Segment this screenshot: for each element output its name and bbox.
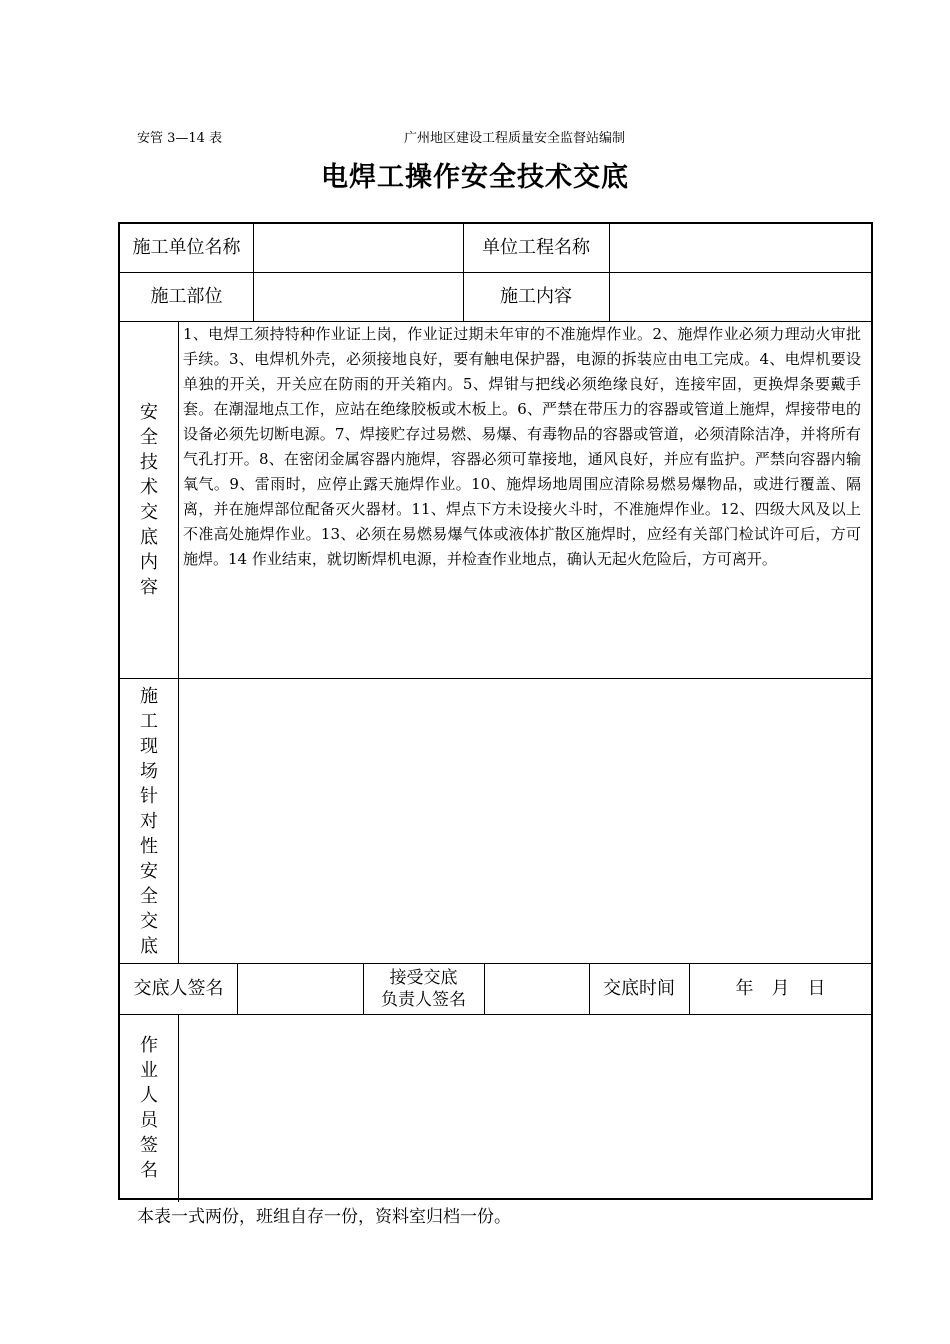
signer-label: 交底人签名 — [133, 978, 224, 999]
footer-note: 本表一式两份，班组自存一份，资料室归档一份。 — [137, 1207, 511, 1227]
project-name-label: 单位工程名称 — [482, 237, 590, 258]
workers-label: 作 业 人 员 签 名 — [140, 1034, 158, 1181]
work-content-field[interactable] — [610, 273, 871, 321]
site-specific-label: 施 工 现 场 针 对 性 安 全 交 底 — [140, 685, 158, 957]
time-label: 交底时间 — [603, 978, 675, 999]
safety-label: 安 全 技 术 交 底 内 容 — [140, 402, 158, 598]
page-title: 电焊工操作安全技术交底 — [321, 162, 629, 193]
site-specific-field[interactable] — [179, 679, 871, 963]
unit-name-field[interactable] — [254, 224, 463, 272]
work-content-label: 施工内容 — [500, 286, 572, 307]
signer-field[interactable] — [238, 964, 363, 1014]
location-field[interactable] — [254, 273, 463, 321]
project-name-field[interactable] — [610, 224, 871, 272]
disclosure-form-table — [118, 222, 873, 1200]
safety-content-text: 1、电焊工须持特种作业证上岗，作业证过期未年审的不准施焊作业。2、施焊作业必须力理动火审批手续。3、电焊机外壳，必须接地良好，要有触电保护器，电源的拆装应由电工完成。4、电焊机要设单独的开关，开关应在防雨的开关箱内。5、焊钳与把线必须绝缘良好，连接牢固，更换焊条要戴手套。在潮湿地点工作，应站在绝缘胶板或木板上。6、严禁在带压力的容器或管道上施焊，焊接带电的设备必须先切断电源。7、焊接贮存过易燃、易爆、有毒物品的容器或管道，必须清除洁净，并将所有气孔打开。8、在密闭金属容器内施焊，容器必须可靠接地，通风良好，并应有监护。严禁向容器内输氧气。9、雷雨时，应停止露天施焊作业。10、施焊场地周围应清除易燃易爆物品，或进行覆盖、隔离，并在施焊部位配备灭火器材。11、焊点下方未设接火斗时，不准施焊作业。12、四级大风及以上不准高处施焊作业。13、必须在易燃易爆气体或液体扩散区施焊时，应经有关部门检试许可后，方可施焊。14 作业结束，就切断焊机电源，并检查作业地点，确认无起火危险后，方可离开。 — [183, 325, 861, 568]
receiver-field[interactable] — [485, 964, 589, 1014]
form-number: 安管 3—14 表 — [137, 131, 223, 146]
unit-name-label: 施工单位名称 — [132, 237, 241, 258]
issuer-text: 广州地区建设工程质量安全监督站编制 — [404, 131, 626, 146]
date-field[interactable]: 年 月 日 — [735, 978, 826, 999]
receiver-label: 接受交底 负责人签名 — [381, 968, 466, 1010]
location-label: 施工部位 — [150, 286, 223, 307]
workers-signature-field[interactable] — [179, 1015, 871, 1200]
